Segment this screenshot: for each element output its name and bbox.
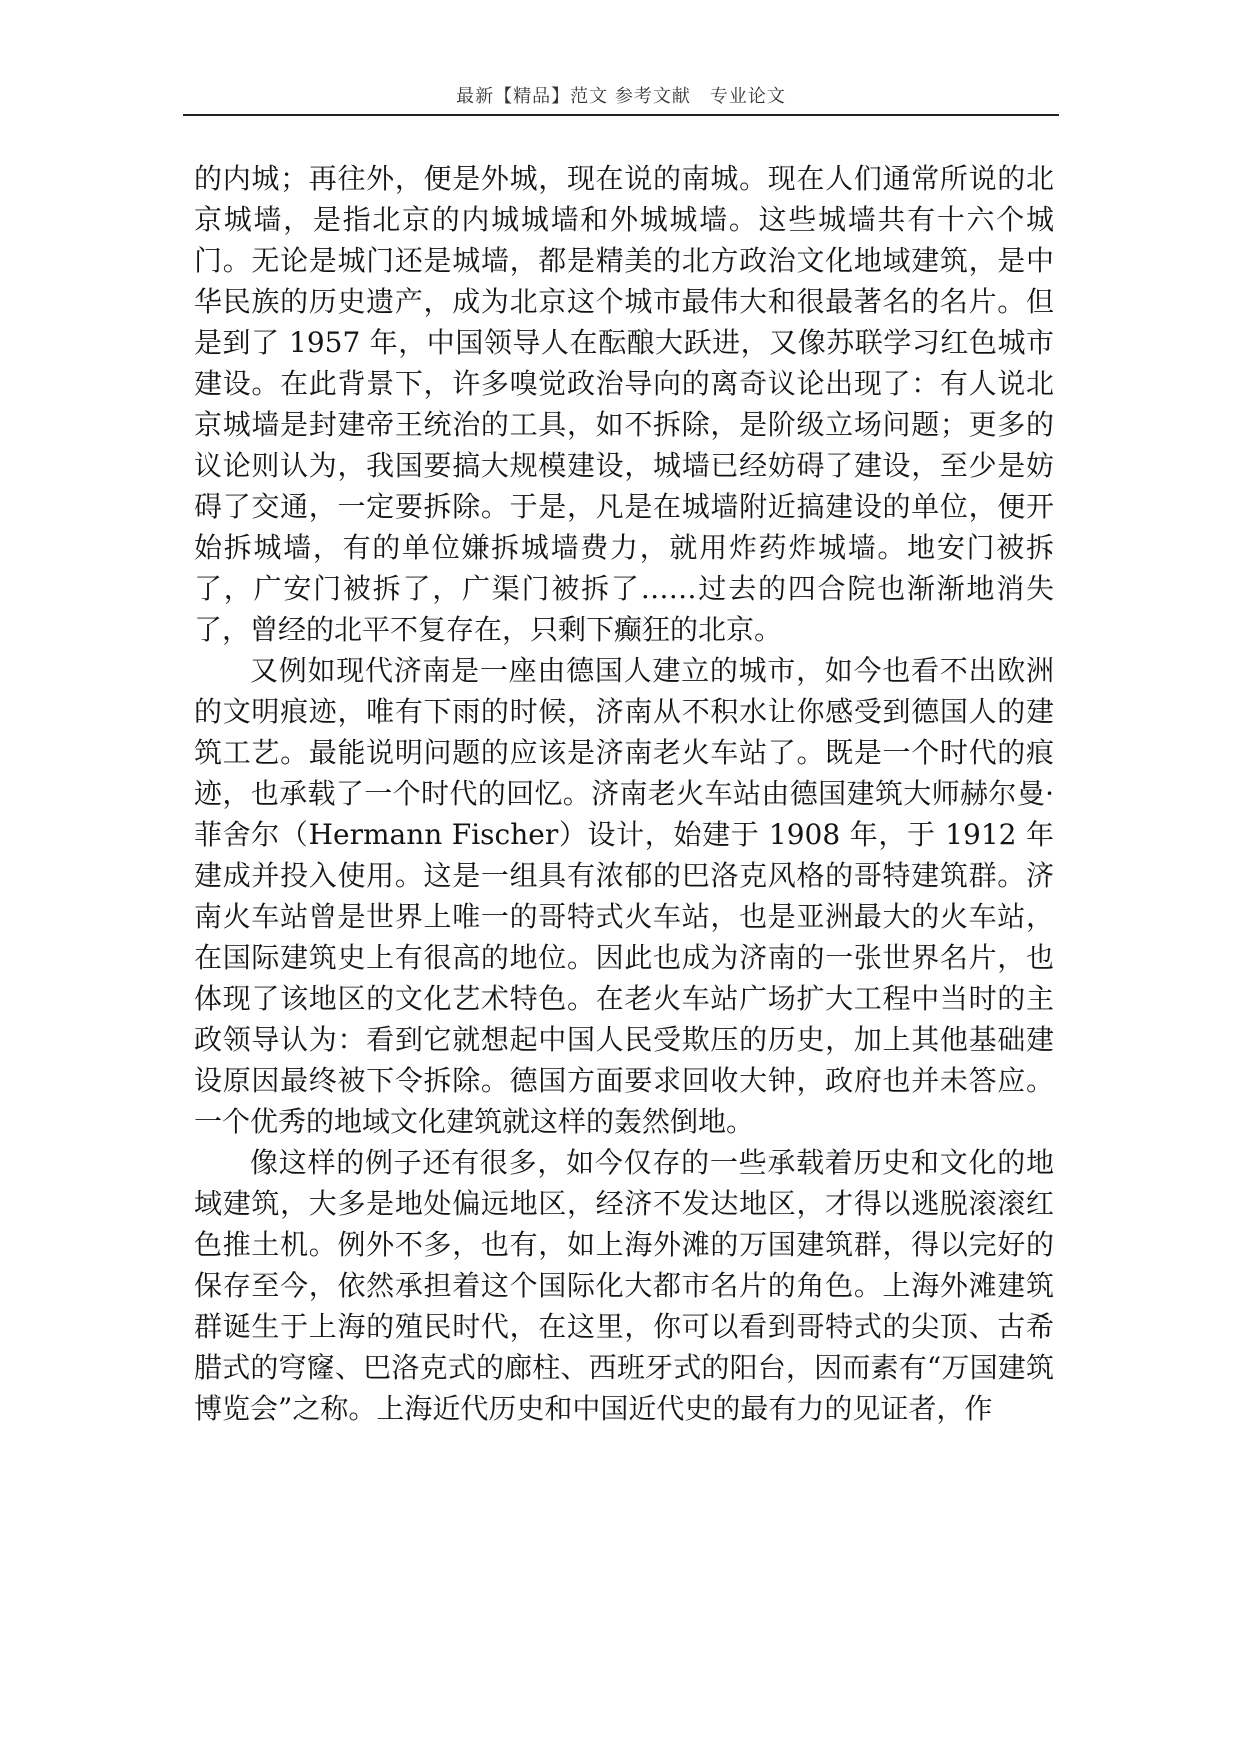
header-divider: [183, 114, 1059, 116]
paragraph-jinan-station: 又例如现代济南是一座由德国人建立的城市，如今也看不出欧洲的文明痕迹，唯有下雨的时候，济南从不积水让你感受到德国人的建筑工艺。最能说明问题的应该是济南老火车站了。既是一个时代的痕迹，也承载了一个时代的回忆。济南老火车站由德国建筑大师赫尔曼·菲舍尔（Hermann Fischer）设计，始建于 1908 年，于 1912 年建成并投入使用。这是一组具有浓郁的巴洛克风格的哥特建筑群。济南火车站曾是世界上唯一的哥特式火车站，也是亚洲最大的火车站，在国际建筑史上有很高的地位。因此也成为济南的一张世界名片，也体现了该地区的文化艺术特色。在老火车站广场扩大工程中当时的主政领导认为：看到它就想起中国人民受欺压的历史，加上其他基础建设原因最终被下令拆除。德国方面要求回收大钟，政府也并未答应。一个优秀的地域文化建筑就这样的轰然倒地。: [194, 654, 1054, 1138]
paragraph-beijing-walls: 的内城；再往外，便是外城，现在说的南城。现在人们通常所说的北京城墙，是指北京的内城城墙和外城城墙。这些城墙共有十六个城门。无论是城门还是城墙，都是精美的北方政治文化地域建筑，是中华民族的历史遗产，成为北京这个城市最伟大和很最著名的名片。但是到了 1957 年，中国领导人在酝酿大跃进，又像苏联学习红色城市建设。在此背景下，许多嗅觉政治导向的离奇议论出现了：有人说北京城墙是封建帝王统治的工具，如不拆除，是阶级立场问题；更多的议论则认为，我国要搞大规模建设，城墙已经妨碍了建设，至少是妨碍了交通，一定要拆除。于是，凡是在城墙附近搞建设的单位，便开始拆城墙，有的单位嫌拆城墙费力，就用炸药炸城墙。地安门被拆了，广安门被拆了，广渠门被拆了……过去的四合院也渐渐地消失了，曾经的北平不复存在，只剩下癫狂的北京。: [194, 162, 1054, 646]
document-body: [194, 158, 1054, 1429]
paragraph-shanghai-bund: 像这样的例子还有很多，如今仅存的一些承载着历史和文化的地域建筑，大多是地处偏远地区，经济不发达地区，才得以逃脱滚滚红色推土机。例外不多，也有，如上海外滩的万国建筑群，得以完好的保存至今，依然承担着这个国际化大都市名片的角色。上海外滩建筑群诞生于上海的殖民时代，在这里，你可以看到哥特式的尖顶、古希腊式的穹窿、巴洛克式的廊柱、西班牙式的阳台，因而素有“万国建筑博览会”之称。上海近代历史和中国近代史的最有力的见证者，作: [194, 1146, 1054, 1425]
page-header: 最新【精品】范文 参考文献 专业论文: [456, 86, 786, 107]
